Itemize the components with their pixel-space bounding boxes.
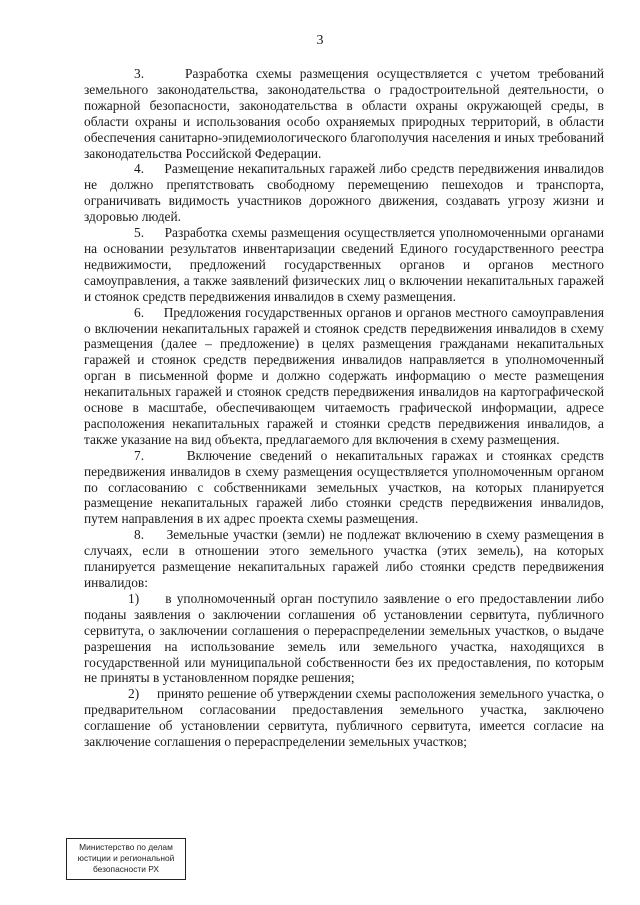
paragraph-7: 7. Включение сведений о некапитальных гаражах и стоянках средств передвижения инвалидов в схему размещения осуществляется уполномоченным органом по согласованию с собственниками земельных участков, на которых планируется размещение некапитальных гаражей либо стоянки средств передвижения инвалидов, путем направления в их адрес проекта схемы размещения.: [84, 447, 604, 527]
paragraph-5: 5. Разработка схемы размещения осуществляется уполномоченными органами на основании результатов инвентаризации сведений Единого государственного реестра недвижимости, предложений государственных органов и органов местного самоуправления, а также заявлений физических лиц о включении некапитальных гаражей и стоянок средств передвижения инвалидов в схему размещения.: [84, 225, 604, 304]
paragraph-4: 4. Размещение некапитальных гаражей либо средств передвижения инвалидов не должно препятствовать свободному перемещению пешеходов и транспорта, ограничивать видимость участников дорожного движения, создавать угрозу жизни и здоровью людей.: [84, 161, 604, 225]
subitem-2: 2) принято решение об утверждении схемы расположения земельного участка, о предварительном согласовании предоставления земельного участка, заключено соглашение об установлении сервитута, публичного сервитута, имеется согласие на заключение соглашения о перераспределении земельных участков;: [84, 686, 604, 750]
stamp-line-3: безопасности РХ: [92, 864, 160, 874]
stamp-line-1: Министерство по делам: [79, 842, 173, 852]
paragraph-6: 6. Предложения государственных органов и органов местного самоуправления о включении некапитальных гаражей и стоянок средств передвижения инвалидов в схему размещения (далее – предложение) в целях размещения гражданами некапитальных гаражей и стоянок средств передвижения инвалидов направляется в уполномоченный орган в письменной форме и должно содержать информацию о месте размещения некапитальных гаражей и стоянок средств передвижения инвалидов на картографической основе в масштабе, обеспечивающем читаемость графической информации, адресе расположения некапитальных гаражей и стоянки средств передвижения инвалидов, а также указание на вид объекта, предлагаемого для включения в схему размещения.: [84, 304, 604, 447]
document-body: [84, 66, 604, 750]
subitem-1: 1) в уполномоченный орган поступило заявление о его предоставлении либо поданы заявления о заключении соглашения об установлении сервитута, публичного сервитута, о заключении соглашения о перераспределении земельных участков, о выдаче разрешения на использование земель или земельного участка, находящихся в государственной или муниципальной собственности без их предоставления, по которым не приняты в установленном порядке решения;: [84, 590, 604, 686]
page-number: 3: [316, 33, 324, 48]
stamp-line-2: юстиции и региональной: [77, 853, 175, 863]
paragraph-3: 3. Разработка схемы размещения осуществляется с учетом требований земельного законодательства, законодательства о градостроительной деятельности, о пожарной безопасности, законодательства в области охраны окружающей среды, в области охраны и использования особо охраняемых природных территорий, в области обеспечения санитарно-эпидемиологического благополучия населения и иных требований законодательства Российской Федерации.: [84, 66, 604, 161]
paragraph-8: 8. Земельные участки (земли) не подлежат включению в схему размещения в случаях, если в отношении этого земельного участка (этих земель), на которых планируется размещение некапитальных гаражей либо стоянки средств передвижения инвалидов:: [84, 527, 604, 590]
ministry-stamp: [66, 838, 186, 880]
